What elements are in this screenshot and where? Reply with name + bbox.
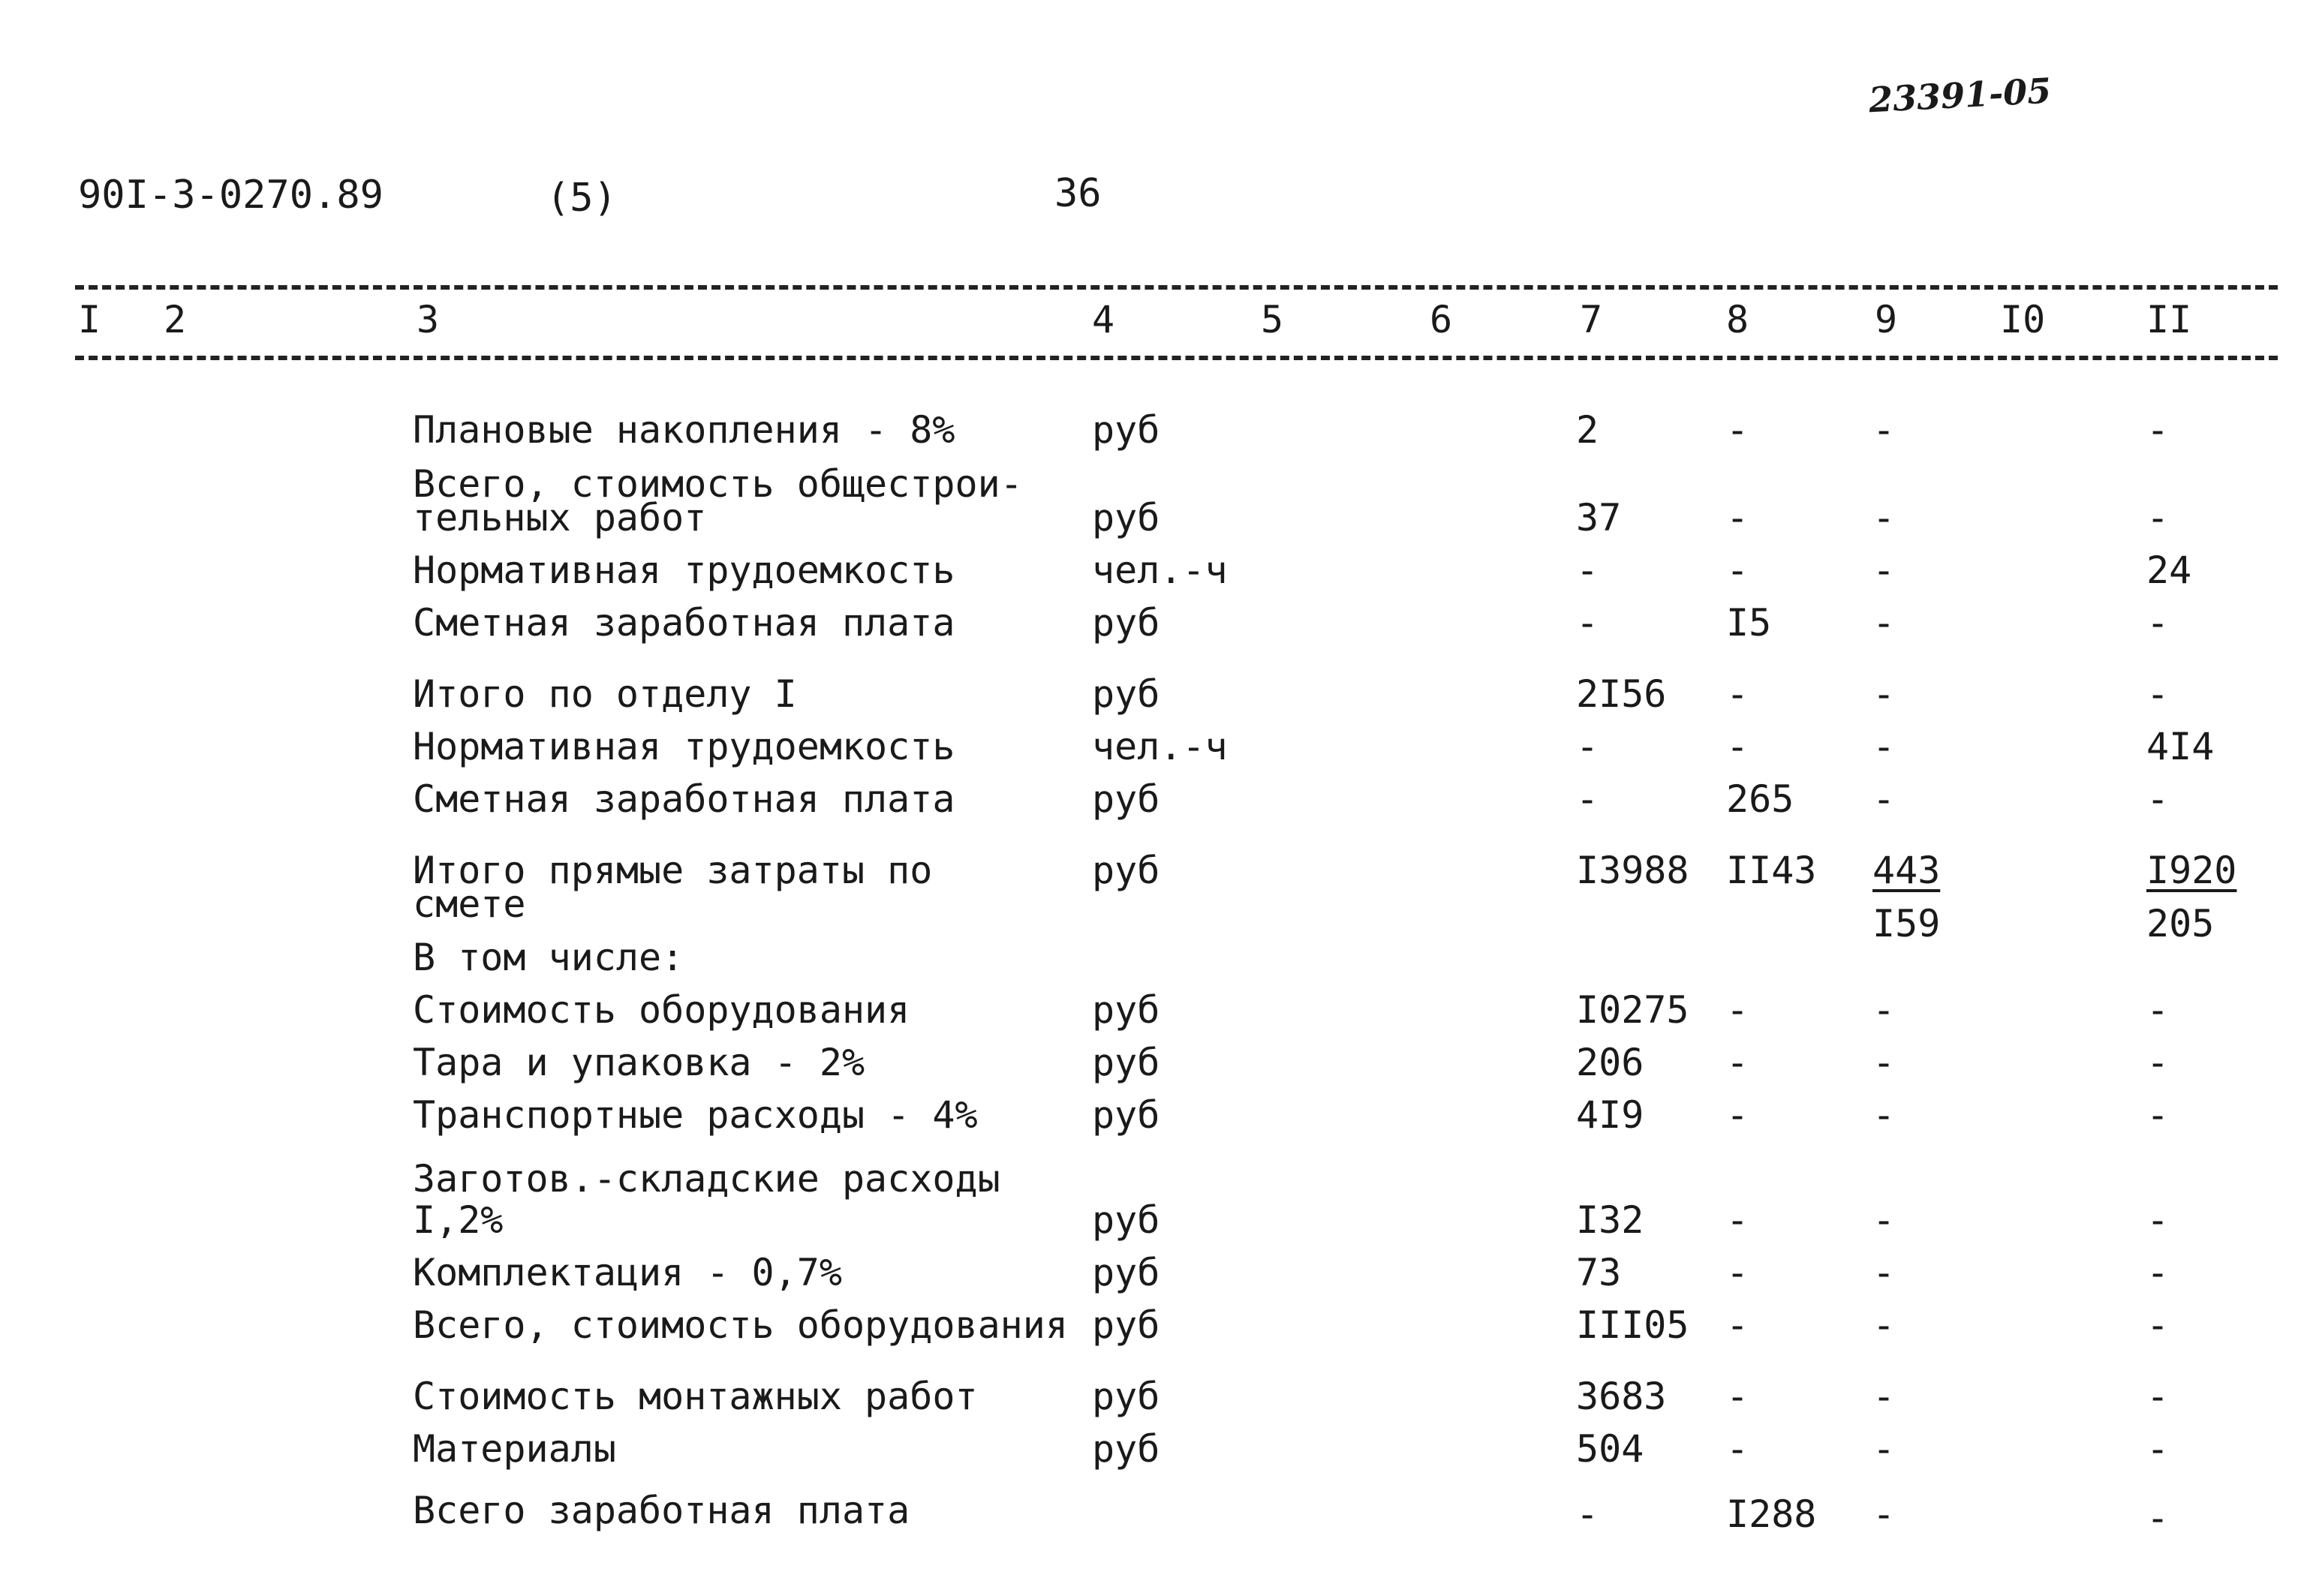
cell-col9: - bbox=[1872, 672, 1896, 716]
row-unit: чел.-ч bbox=[1092, 725, 1228, 768]
cell-col7: - bbox=[1576, 725, 1599, 768]
cell-col9: - bbox=[1872, 1427, 1896, 1471]
part-number: (5) bbox=[546, 176, 617, 221]
row-name: Всего, стоимость оборудования bbox=[413, 1303, 1068, 1347]
row-unit: чел.-ч bbox=[1092, 549, 1228, 592]
row-name: Нормативная трудоемкость bbox=[413, 549, 955, 592]
cell-col9: - bbox=[1872, 408, 1896, 452]
cell-col11: - bbox=[2146, 777, 2170, 821]
cell-col8: - bbox=[1726, 1198, 1749, 1242]
cell-col11: 24 bbox=[2146, 549, 2192, 592]
column-header: I0 bbox=[2000, 298, 2046, 341]
cell-col11: - bbox=[2146, 672, 2170, 716]
cell-col11: - bbox=[2146, 1041, 2170, 1084]
row-name: Материалы bbox=[413, 1427, 616, 1471]
cell-col9: - bbox=[1872, 549, 1896, 592]
column-header: II bbox=[2146, 298, 2192, 341]
cell-col9: - bbox=[1872, 1198, 1896, 1242]
row-unit: руб bbox=[1092, 1375, 1160, 1418]
row-unit: руб bbox=[1092, 672, 1160, 716]
cell-col9: - bbox=[1872, 725, 1896, 768]
row-name: Сметная заработная плата bbox=[413, 601, 955, 645]
cell-col11: 4I4 bbox=[2146, 725, 2215, 768]
row-unit: руб bbox=[1092, 601, 1160, 645]
cell-col9: - bbox=[1872, 777, 1896, 821]
cell-col7: III05 bbox=[1576, 1303, 1689, 1347]
cell-col11: - bbox=[2146, 496, 2170, 540]
cell-col7: 3683 bbox=[1576, 1375, 1667, 1418]
cell-col7: 2I56 bbox=[1576, 672, 1667, 716]
row-unit: руб bbox=[1092, 1251, 1160, 1294]
row-name: Тара и упаковка - 2% bbox=[413, 1041, 865, 1084]
row-name: Итого прямые затраты по bbox=[413, 849, 933, 892]
column-header: I bbox=[78, 298, 101, 341]
column-header: 5 bbox=[1261, 298, 1284, 341]
row-name: Итого по отделу I bbox=[413, 672, 797, 716]
cell-col8: - bbox=[1726, 1375, 1749, 1418]
row-unit: руб bbox=[1092, 1198, 1160, 1242]
row-name: Нормативная трудоемкость bbox=[413, 725, 955, 768]
cell-col8: - bbox=[1726, 1427, 1749, 1471]
cell-col8: - bbox=[1726, 496, 1749, 540]
column-header: 8 bbox=[1726, 298, 1749, 341]
cell-col8: - bbox=[1726, 549, 1749, 592]
cell-col7: 2 bbox=[1576, 408, 1599, 452]
cell-col7: I32 bbox=[1576, 1198, 1644, 1242]
cell-col7: 4I9 bbox=[1576, 1093, 1644, 1137]
cell-col8: - bbox=[1726, 672, 1749, 716]
row-name: Транспортные расходы - 4% bbox=[413, 1093, 978, 1137]
cell-col11: - bbox=[2146, 1375, 2170, 1418]
row-name: В том числе: bbox=[413, 936, 684, 979]
cell-col7: - bbox=[1576, 777, 1599, 821]
cell-col8: I288 bbox=[1726, 1492, 1817, 1536]
row-unit: руб bbox=[1092, 408, 1160, 452]
row-name-continued: тельных работ bbox=[413, 496, 707, 540]
cell-col11: - bbox=[2146, 988, 2170, 1032]
handwritten-reference: 23391-05 bbox=[1867, 70, 2053, 121]
cell-col8: II43 bbox=[1726, 849, 1817, 892]
cell-col9: - bbox=[1872, 1303, 1896, 1347]
cell-col8: - bbox=[1726, 725, 1749, 768]
cell-col11: - bbox=[2146, 408, 2170, 452]
row-name-continued: I,2% bbox=[413, 1198, 504, 1242]
cell-col11-second: 205 bbox=[2146, 902, 2215, 945]
cell-col8: - bbox=[1726, 1041, 1749, 1084]
row-name: Плановые накопления - 8% bbox=[413, 408, 955, 452]
cell-col7: 206 bbox=[1576, 1041, 1644, 1084]
row-unit: руб bbox=[1092, 1303, 1160, 1347]
cell-col7: - bbox=[1576, 1492, 1599, 1536]
column-header: 9 bbox=[1875, 298, 1898, 341]
row-unit: руб bbox=[1092, 1093, 1160, 1137]
cell-col7: - bbox=[1576, 549, 1599, 592]
header-rule-bottom bbox=[75, 356, 2278, 360]
cell-col8: - bbox=[1726, 1251, 1749, 1294]
cell-col9: - bbox=[1872, 1041, 1896, 1084]
column-header: 6 bbox=[1430, 298, 1453, 341]
cell-col7: I0275 bbox=[1576, 988, 1689, 1032]
cell-col7: I3988 bbox=[1576, 849, 1689, 892]
cell-col8: - bbox=[1726, 988, 1749, 1032]
header-rule-top bbox=[75, 285, 2278, 290]
document-code: 90I-3-0270.89 bbox=[78, 173, 383, 218]
cell-col8: 265 bbox=[1726, 777, 1794, 821]
row-unit: руб bbox=[1092, 849, 1160, 892]
row-name: Заготов.-складские расходы bbox=[413, 1157, 1000, 1201]
row-name: Всего, стоимость общестрои- bbox=[413, 462, 1023, 506]
row-unit: руб bbox=[1092, 777, 1160, 821]
cell-col11: - bbox=[2146, 1198, 2170, 1242]
cell-col11: - bbox=[2146, 1303, 2170, 1347]
cell-col7: 504 bbox=[1576, 1427, 1644, 1471]
row-unit: руб bbox=[1092, 1041, 1160, 1084]
row-name: Комплектация - 0,7% bbox=[413, 1251, 842, 1294]
cell-col9: - bbox=[1872, 988, 1896, 1032]
column-header: 4 bbox=[1092, 298, 1115, 341]
row-name: Стоимость монтажных работ bbox=[413, 1375, 978, 1418]
cell-col9: 443 bbox=[1872, 849, 1941, 892]
cell-col9: - bbox=[1872, 1375, 1896, 1418]
cell-col7: 73 bbox=[1576, 1251, 1622, 1294]
cell-col11: - bbox=[2146, 601, 2170, 645]
cell-col8: - bbox=[1726, 408, 1749, 452]
row-name: Сметная заработная плата bbox=[413, 777, 955, 821]
cell-col9: - bbox=[1872, 496, 1896, 540]
cell-col8: I5 bbox=[1726, 601, 1772, 645]
cell-col11: I920 bbox=[2146, 849, 2237, 892]
row-name: Всего заработная плата bbox=[413, 1489, 910, 1532]
row-unit: руб bbox=[1092, 988, 1160, 1032]
row-unit: руб bbox=[1092, 496, 1160, 540]
column-header: 2 bbox=[164, 298, 187, 341]
row-unit: руб bbox=[1092, 1427, 1160, 1471]
row-name-continued: смете bbox=[413, 882, 526, 926]
cell-col11: - bbox=[2146, 1093, 2170, 1137]
cell-col9-second: I59 bbox=[1872, 902, 1941, 945]
cell-col11: - bbox=[2146, 1496, 2170, 1540]
row-name: Стоимость оборудования bbox=[413, 988, 910, 1032]
cell-col9: - bbox=[1872, 601, 1896, 645]
column-header: 7 bbox=[1580, 298, 1603, 341]
cell-col11: - bbox=[2146, 1427, 2170, 1471]
cell-col7: - bbox=[1576, 601, 1599, 645]
cell-col8: - bbox=[1726, 1303, 1749, 1347]
page-number: 36 bbox=[1054, 171, 1102, 216]
cell-col9: - bbox=[1872, 1093, 1896, 1137]
cell-col11: - bbox=[2146, 1251, 2170, 1294]
cell-col7: 37 bbox=[1576, 496, 1622, 540]
cell-col9: - bbox=[1872, 1492, 1896, 1536]
column-header: 3 bbox=[417, 298, 440, 341]
cell-col9: - bbox=[1872, 1251, 1896, 1294]
cell-col8: - bbox=[1726, 1093, 1749, 1137]
